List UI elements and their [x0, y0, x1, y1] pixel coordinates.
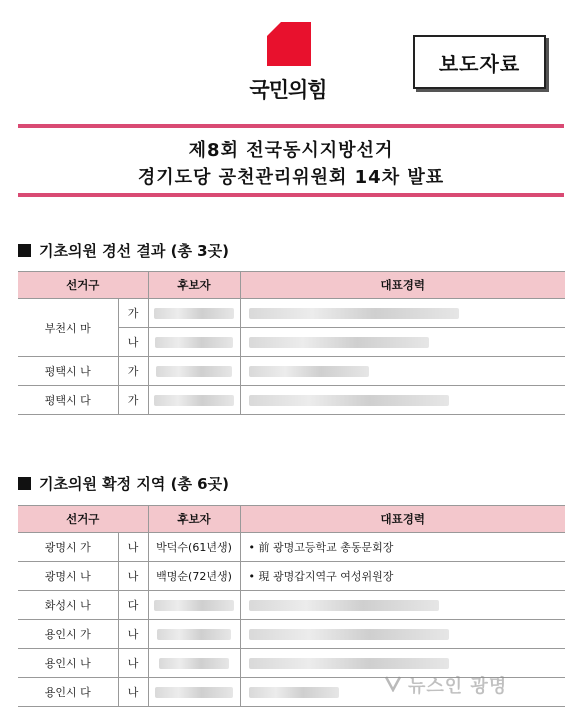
primary-results-table — [18, 271, 565, 415]
redacted-text — [156, 366, 232, 377]
title-rule-top — [18, 124, 564, 128]
title-rule-bottom — [18, 193, 564, 197]
candidate-cell-redacted — [148, 299, 240, 328]
party-logo — [236, 22, 340, 104]
redacted-text — [249, 395, 449, 406]
career-cell-redacted — [240, 386, 565, 415]
mark-cell: 나 — [118, 328, 148, 357]
mark-cell: 나 — [118, 649, 148, 678]
mark-cell: 다 — [118, 591, 148, 620]
table-header-row — [18, 506, 565, 533]
section-heading-text: 기초의원 확정 지역 (총 6곳) — [39, 475, 229, 493]
column-header-career: 대표경력 — [240, 506, 565, 533]
table-row — [18, 299, 565, 328]
redacted-text — [154, 395, 234, 406]
redacted-text — [249, 687, 339, 698]
watermark-text: 뉴스인 광명 — [408, 676, 508, 697]
district-cell: 화성시 나 — [18, 591, 118, 620]
table-header-row — [18, 272, 565, 299]
career-cell: • 現 광명갑지역구 여성위원장 — [240, 562, 565, 591]
district-cell: 용인시 나 — [18, 649, 118, 678]
square-bullet-icon — [18, 244, 31, 257]
section-heading-primary-results — [18, 240, 229, 261]
redacted-text — [157, 629, 231, 640]
table-row — [18, 533, 565, 562]
district-cell: 광명시 나 — [18, 562, 118, 591]
candidate-cell-redacted — [148, 678, 240, 707]
candidate-cell-redacted — [148, 591, 240, 620]
column-header-candidate: 후보자 — [148, 272, 240, 299]
redacted-text — [249, 600, 439, 611]
career-cell-redacted — [240, 620, 565, 649]
candidate-cell: 백명순(72년생) — [148, 562, 240, 591]
district-cell: 부천시 마 — [18, 299, 118, 357]
table-row — [18, 357, 565, 386]
redacted-text — [155, 337, 233, 348]
party-name: 국민의힘 — [249, 78, 327, 102]
mark-cell: 가 — [118, 357, 148, 386]
district-cell: 평택시 다 — [18, 386, 118, 415]
redacted-text — [249, 658, 449, 669]
party-logo-icon — [267, 22, 311, 66]
watermark-logo-icon — [384, 674, 402, 697]
section-heading-text: 기초의원 경선 결과 (총 3곳) — [39, 242, 229, 260]
mark-cell: 나 — [118, 678, 148, 707]
news-watermark — [384, 672, 507, 698]
table-row — [18, 620, 565, 649]
career-cell-redacted — [240, 299, 565, 328]
candidate-cell-redacted — [148, 328, 240, 357]
career-cell: • 前 광명고등학교 총동문회장 — [240, 533, 565, 562]
column-header-district: 선거구 — [18, 272, 148, 299]
candidate-cell-redacted — [148, 386, 240, 415]
redacted-text — [154, 600, 234, 611]
redacted-text — [249, 366, 369, 377]
redacted-text — [249, 308, 459, 319]
candidate-cell-redacted — [148, 620, 240, 649]
mark-cell: 나 — [118, 562, 148, 591]
district-cell: 용인시 가 — [18, 620, 118, 649]
mark-cell: 나 — [118, 533, 148, 562]
district-cell: 용인시 다 — [18, 678, 118, 707]
redacted-text — [154, 308, 234, 319]
district-cell: 평택시 나 — [18, 357, 118, 386]
table-row — [18, 591, 565, 620]
square-bullet-icon — [18, 477, 31, 490]
press-release-badge: 보도자료 — [413, 35, 546, 89]
redacted-text — [159, 658, 229, 669]
candidate-cell-redacted — [148, 649, 240, 678]
career-cell-redacted — [240, 328, 565, 357]
district-cell: 광명시 가 — [18, 533, 118, 562]
mark-cell: 가 — [118, 386, 148, 415]
column-header-career: 대표경력 — [240, 272, 565, 299]
redacted-text — [155, 687, 233, 698]
career-cell-redacted — [240, 357, 565, 386]
title-line-1: 제8회 전국동시지방선거 — [188, 140, 394, 161]
column-header-district: 선거구 — [18, 506, 148, 533]
redacted-text — [249, 629, 449, 640]
career-cell-redacted — [240, 591, 565, 620]
mark-cell: 나 — [118, 620, 148, 649]
mark-cell: 가 — [118, 299, 148, 328]
column-header-candidate: 후보자 — [148, 506, 240, 533]
title-line-2: 경기도당 공천관리위원회 14차 발표 — [137, 167, 445, 188]
candidate-cell-redacted — [148, 357, 240, 386]
candidate-cell: 박덕수(61년생) — [148, 533, 240, 562]
table-row — [18, 386, 565, 415]
section-heading-confirmed-regions — [18, 473, 229, 494]
redacted-text — [249, 337, 429, 348]
table-row — [18, 562, 565, 591]
